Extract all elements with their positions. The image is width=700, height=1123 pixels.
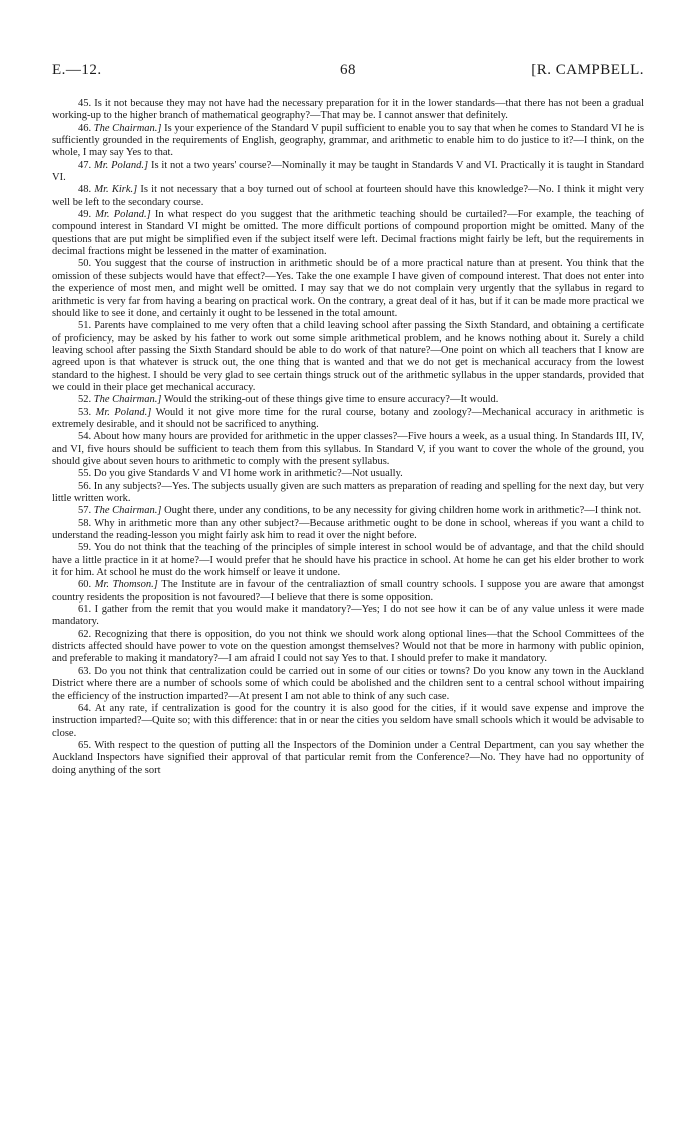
question-text: Recognizing that there is opposition, do you not think we should work along optional lines—that the School Committees of the districts affected should have power to vote on the question amongst themselves? Would not that be more in harmony with public opinion, and preferable to making it mandatory?—I am afraid I could not say Yes to that. I should prefer to make it mandatory. xyxy=(52,628,645,665)
question-number: 55. xyxy=(78,468,92,480)
question-number: 56. xyxy=(78,480,92,492)
speaker-label: The Chairman.] xyxy=(93,505,162,517)
question-paragraph xyxy=(52,258,644,320)
question-number: 49. xyxy=(78,209,92,221)
question-paragraph xyxy=(52,629,644,666)
question-text: Parents have complained to me very often that a child leaving school after passing the Sixth Standard, and obtaining a certificate of proficiency, may be asked by his father to work out some simple arithmetical problem, and he knows nothing about it. Surely a child leaving school after passing the Sixth Standard should be able to do work of that nature?—One point on which all teachers that I know are agreed upon is that whatever is struck out, the one thing that is wanted and that we do not get is mechanical accuracy from the lowest standard to the highest. I should be very glad to see certain things struck out of the arithmetic syllabus in the upper standards, provided that we could in their place get mechanical accuracy. xyxy=(52,320,645,393)
question-text: You do not think that the teaching of the principles of simple interest in school would be of advantage, and that the child should have a little practice in it at home?—I would prefer that he should have his practice in school. At home he can get his elder brother to work it for him. At school he must do the work himself or leave it undone. xyxy=(52,542,644,579)
witness-name: [R. CAMPBELL. xyxy=(531,62,644,78)
testimony-text xyxy=(52,98,644,777)
question-number: 45. xyxy=(78,98,92,109)
question-paragraph xyxy=(52,123,644,160)
question-number: 50. xyxy=(78,258,92,270)
question-paragraph xyxy=(52,184,644,209)
question-text: Do you give Standards V and VI home work in arithmetic?—Not usually. xyxy=(93,468,403,480)
question-text: At any rate, if centralization is good for the country it is also good for the cities, if it would save expense and improve the instruction imparted?—Quite so; with this difference: that in or near the cities you seldom have small schools which it would be advisable to close. xyxy=(52,702,644,739)
question-number: 63. xyxy=(78,665,92,677)
page-header xyxy=(52,62,644,84)
question-paragraph xyxy=(52,579,644,604)
question-text: In what respect do you suggest that the arithmetic teaching should be curtailed?—For example, the teaching of compound interest in Standard VI might be omitted. The more difficult portions of compound proportion might be omitted. Many of the questions that are put might be simplified even if the subject itself were left. Decimal fractions might fairly be left, but the requirements in decimal fractions might be lessened in the matter of examination. xyxy=(52,209,645,258)
question-text: With respect to the question of putting all the Inspectors of the Dominion under a Central Department, can you say whether the Auckland Inspectors have signified their approval of that particular remit from the Conference?—No. They have had no opportunity of doing anything of the sort xyxy=(52,739,645,776)
question-number: 57. xyxy=(78,505,92,517)
question-text: Is it not a two years' course?—Nominally it may be taught in Standards V and VI. Practically it is taught in Standard VI. xyxy=(52,159,645,184)
question-paragraph xyxy=(52,160,644,185)
question-number: 46. xyxy=(78,122,92,134)
question-number: 61. xyxy=(78,604,92,616)
question-paragraph xyxy=(52,604,644,629)
speaker-label: The Chairman.] xyxy=(93,394,162,406)
question-number: 59. xyxy=(78,542,92,554)
speaker-label: Mr. Thomson.] xyxy=(94,579,158,591)
question-paragraph xyxy=(52,740,644,777)
question-text: Why in arithmetic more than any other subject?—Because arithmetic ought to be done in school, whereas if you want a child to understand the reading-lesson you might fairly ask him to read it over the night before. xyxy=(52,517,644,542)
question-number: 65. xyxy=(78,739,92,751)
question-paragraph xyxy=(52,98,644,123)
speaker-label: Mr. Poland.] xyxy=(95,406,152,418)
question-number: 47. xyxy=(78,159,92,171)
question-text: Is it not necessary that a boy turned out of school at fourteen should have this knowledge?—No. I think it might very well be left to the secondary course. xyxy=(52,184,644,208)
speaker-label: Mr. Kirk.] xyxy=(94,184,138,196)
question-number: 64. xyxy=(78,702,92,714)
question-paragraph xyxy=(52,542,644,579)
question-paragraph xyxy=(52,209,644,258)
question-text: Do you not think that centralization could be carried out in some of our cities or towns? Do you know any town in the Auckland District where there are a number of schools some of which could be abolished and the children sent to a central school without impairing the efficiency of the instruction imparted?—At present I am not able to think of any such case. xyxy=(52,665,644,702)
question-number: 52. xyxy=(78,394,92,406)
question-number: 51. xyxy=(78,320,92,332)
question-text: Would it not give more time for the rural course, botany and zoology?—Mechanical accuracy in arithmetic is extremely desirable, and it should not be sacrificed to anything. xyxy=(52,406,644,430)
question-paragraph xyxy=(52,394,644,406)
speaker-label: The Chairman.] xyxy=(93,122,162,134)
question-paragraph xyxy=(52,407,644,432)
question-paragraph xyxy=(52,481,644,506)
question-number: 53. xyxy=(78,406,92,418)
question-number: 54. xyxy=(78,431,92,443)
question-text: You suggest that the course of instruction in arithmetic should be of a more practical nature than at present. You think that the omission of these subjects would have that effect?—Yes. Take the one example I have given of compound interest. That does not enter into the experience of most men, and might well be omitted. I may say that we do not complain very urgently that the syllabus in regard to arithmetic is very far from having a bearing on practical work. On the contrary, a great deal of it has, but if it can be made more practical we should like to see it done, and certainly it ought to be lessened in the total amount. xyxy=(52,258,644,319)
speaker-label: Mr. Poland.] xyxy=(93,159,149,171)
question-number: 62. xyxy=(78,628,92,640)
question-text: Is it not because they may not have had the necessary preparation for it in the lower standards—that there has not been a gradual working-up to the higher branch of mathematical geography?—That may be. I cannot answer that definitely. xyxy=(52,98,645,122)
page-number: 68 xyxy=(340,62,356,78)
question-paragraph xyxy=(52,518,644,543)
question-number: 48. xyxy=(78,184,92,196)
question-text: Ought there, under any conditions, to be any necessity for giving children home work in arithmetic?—I think not. xyxy=(164,505,642,517)
question-text: The Institute are in favour of the centraliaztion of small country schools. I suppose you are aware that amongst country residents the proposition is not favoured?—I believe that there is some opposition. xyxy=(52,579,645,603)
question-paragraph xyxy=(52,468,644,480)
question-text: I gather from the remit that you would make it mandatory?—Yes; I do not see how it can be of any value unless it were made mandatory. xyxy=(52,604,644,628)
question-text: Would the striking-out of these things give time to ensure accuracy?—It would. xyxy=(163,394,499,406)
question-paragraph xyxy=(52,666,644,703)
question-paragraph xyxy=(52,703,644,740)
question-text: In any subjects?—Yes. The subjects usually given are such matters as preparation of reading and spelling for the next day, but very little written work. xyxy=(52,480,644,504)
question-number: 60. xyxy=(78,579,92,591)
question-paragraph xyxy=(52,320,644,394)
question-text: About how many hours are provided for arithmetic in the upper classes?—Five hours a week, as a usual thing. In Standards III, IV, and VI, five hours should be sufficient to teach them from this syllabus. In Standard V, if you want to cover the whole of the ground, you should give about seven hours to arithmetic to comply with the present syllabus. xyxy=(52,431,644,467)
document-page xyxy=(52,62,644,777)
document-reference: E.—12. xyxy=(52,62,102,78)
speaker-label: Mr. Poland.] xyxy=(95,209,151,221)
question-text: Is your experience of the Standard V pupil sufficient to enable you to say that when he comes to Standard VI he is sufficiently grounded in the requirements of English, geography, grammar, and arithmetic to enable him to do justice to it?—I think, on the whole, I may say Yes to that. xyxy=(52,122,644,159)
question-paragraph xyxy=(52,431,644,468)
question-number: 58. xyxy=(78,517,92,529)
question-paragraph xyxy=(52,505,644,517)
